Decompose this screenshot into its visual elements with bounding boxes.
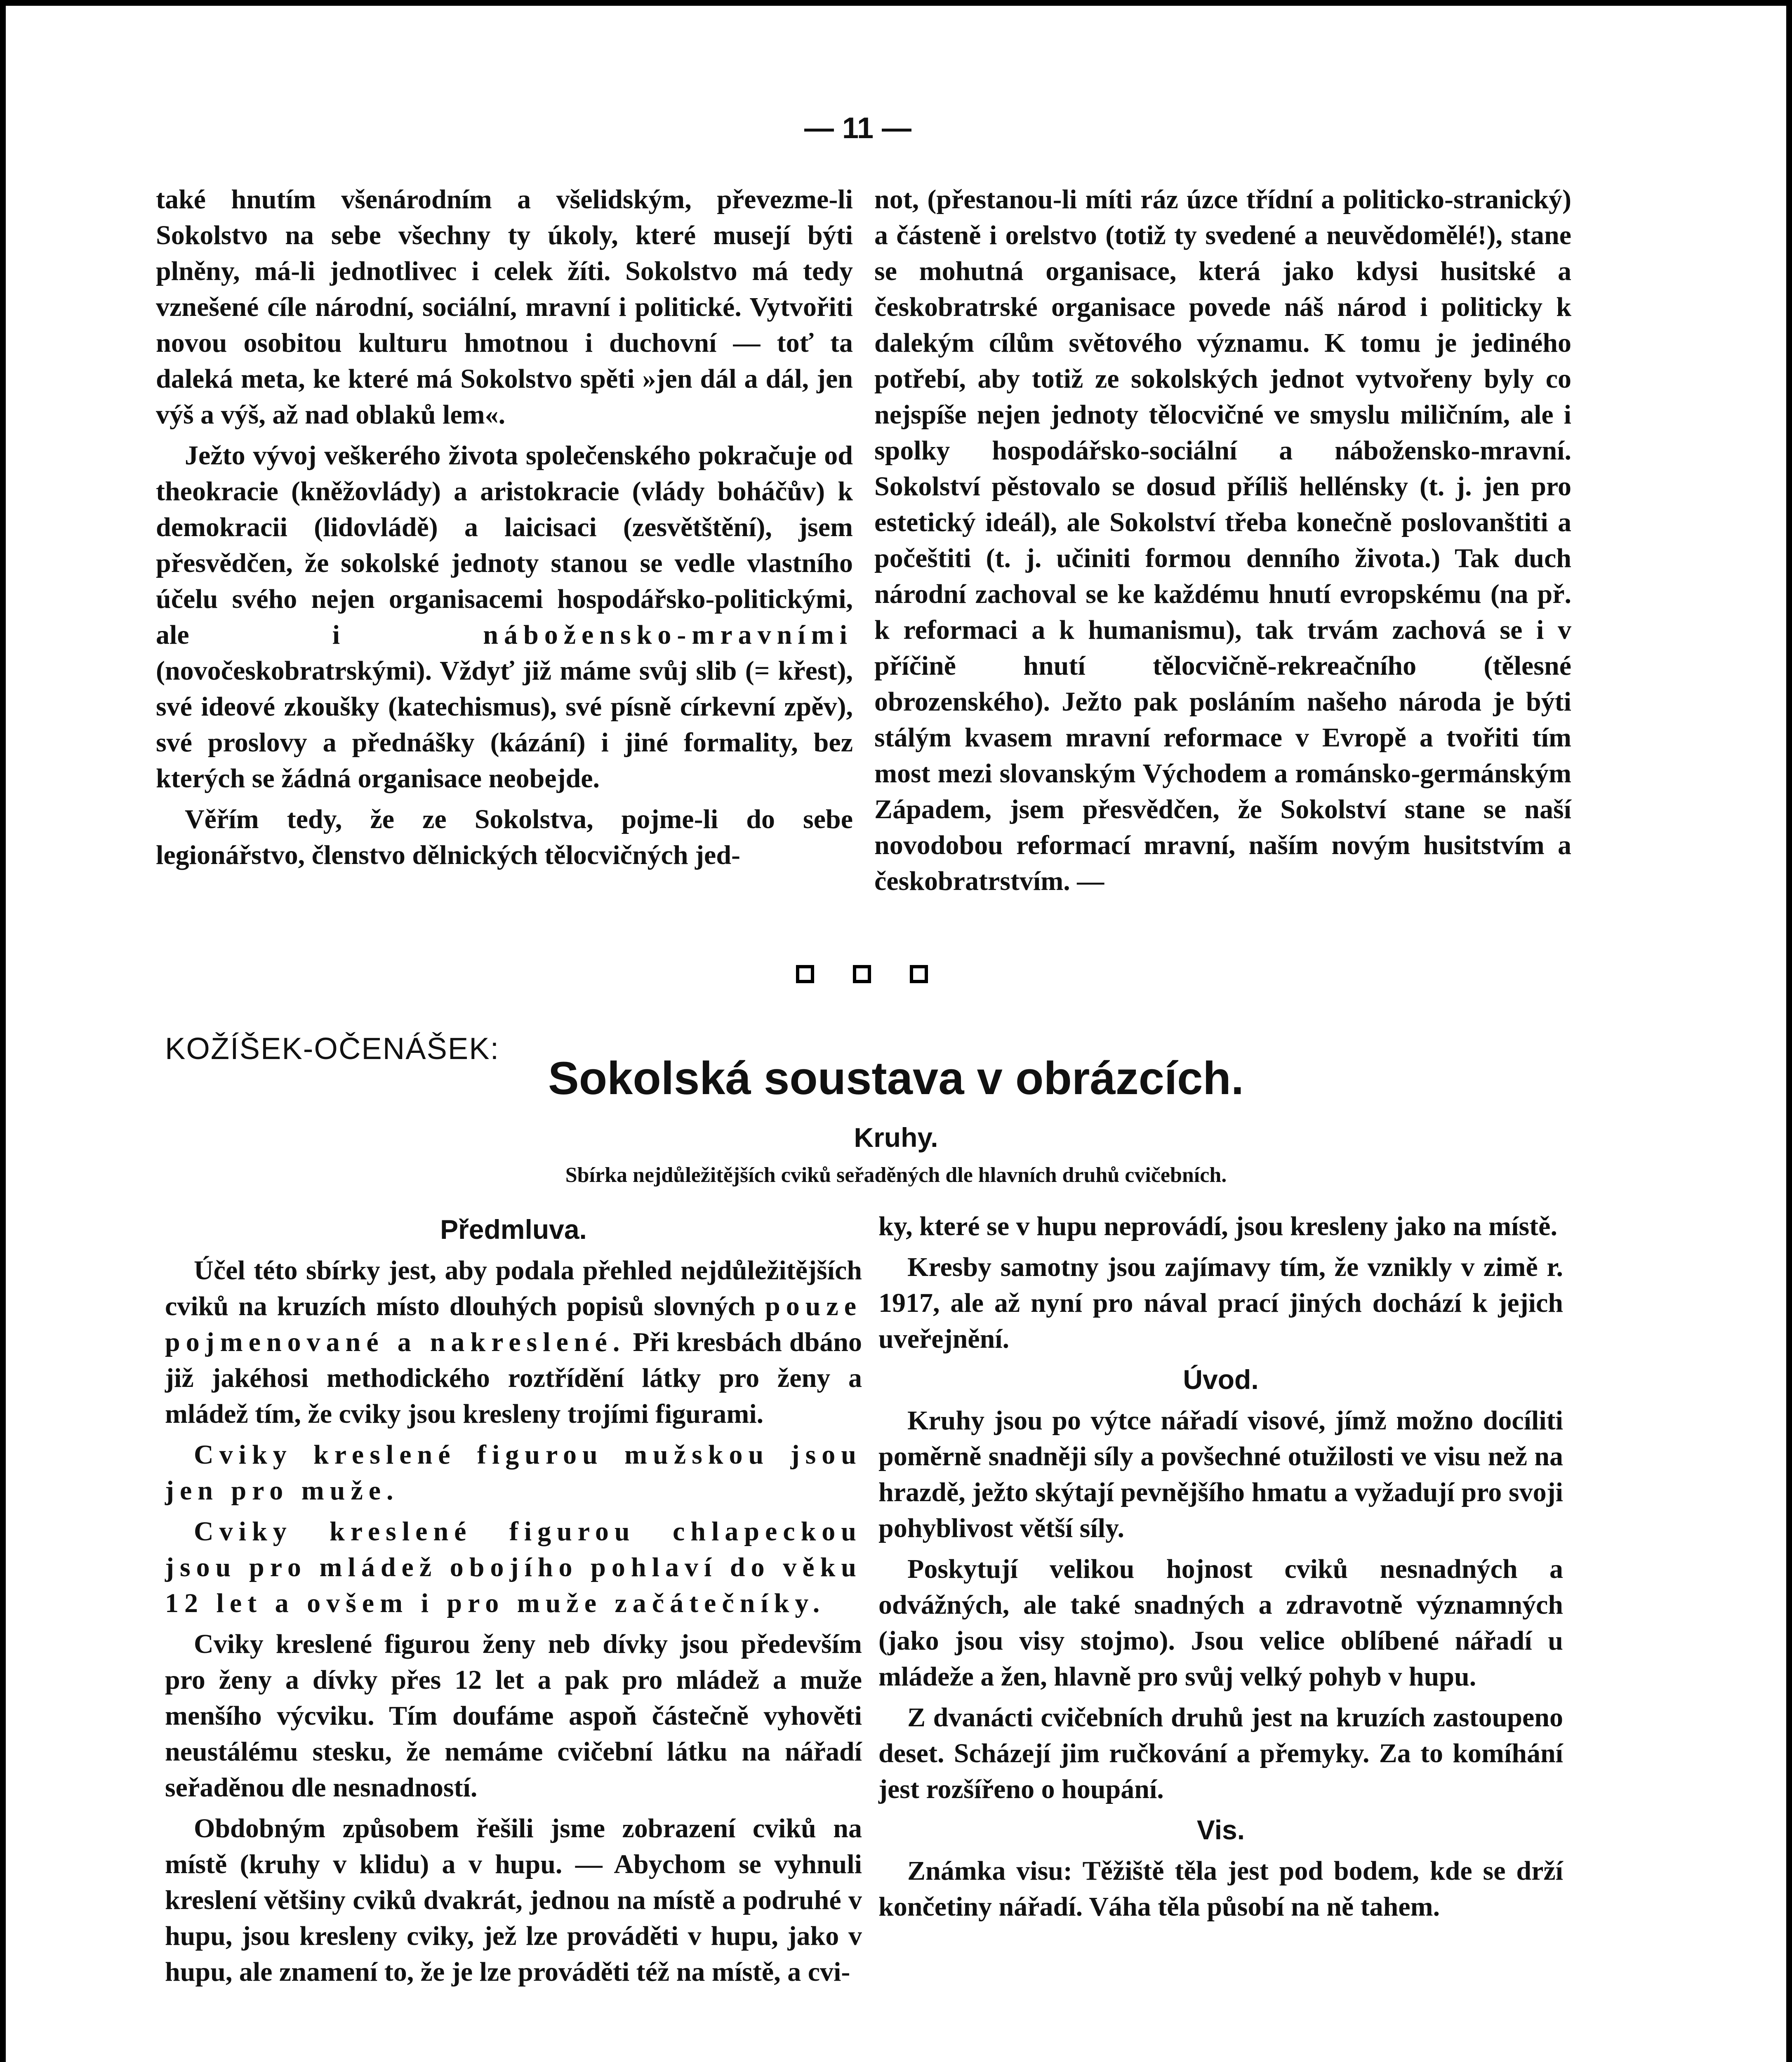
divider-square-icon bbox=[796, 965, 814, 983]
paragraph: Z dvanácti cvičebních druhů jest na kruzích zastoupeno deset. Scházejí jim ručkování a přemyky. Za to komíhání jest rozšířeno o houpání. bbox=[878, 1702, 1563, 1804]
paragraph: Cviky kreslené figurou mužskou jsou jen pro muže. bbox=[165, 1440, 862, 1506]
paragraph: Známka visu: Těžiště těla jest pod bodem, kde se drží končetiny nářadí. Váha těla působí na ně tahem. bbox=[878, 1856, 1563, 1922]
paragraph: Obdobným způsobem řešili jsme zobrazení cviků na místě (kruhy v klidu) a v hupu. — Abychom se vyhnuli kreslení většiny cviků dvakrát, jednou na místě a podruhé v hupu, jsou kresleny cviky, jež lze prováděti v hupu, jako v hupu, ale znamení to, že je lze prováděti též na místě, a cvi- bbox=[165, 1813, 862, 1987]
paragraph: Věřím tedy, že ze Sokolstva, pojme-li do sebe legionářstvo, členstvo dělnických tělocvičných jed- bbox=[156, 804, 853, 870]
bottom-right-column bbox=[878, 1208, 1563, 1930]
top-left-column bbox=[156, 181, 853, 878]
paragraph: Cviky kreslené figurou ženy neb dívky jsou především pro ženy a dívky přes 12 let a pak pro mládež a muže menšího výcviku. Tím doufáme aspoň částečně vyhověti neustálému stesku, že nemáme cvičební látku na nářadí seřaděnou dle nesnadností. bbox=[165, 1629, 862, 1803]
article-subtitle: Kruhy. bbox=[854, 1122, 938, 1153]
top-right-column bbox=[874, 181, 1571, 904]
bottom-left-column bbox=[165, 1208, 862, 1995]
paragraph-text: Ježto vývoj veškerého života společenského pokračuje od theokracie (kněžovlády) a aristokracie (vlády boháčův) k demokracii (lidovládě) a laicisaci (zesvětštění), jsem přesvědčen, že sokolské jednoty stanou se vedle vlastního účelu svého nejen organisacemi hospodářsko-politickými, ale i bbox=[156, 440, 853, 650]
page-number: — 11 — bbox=[804, 112, 912, 145]
section-heading-predmluva: Předmluva. bbox=[440, 1214, 587, 1245]
paragraph: také hnutím všenárodním a všelidským, převezme-li Sokolstvo na sebe všechny ty úkoly, které musejí býti plněny, má-li jednotlivec i celek žíti. Sokolstvo má tedy vznešené cíle národní, sociální, mravní i politické. Vytvořiti novou osobitou kulturu hmotnou i duchovní — toť ta daleká meta, ke které má Sokolstvo spěti »jen dál a dál, jen výš a výš, až nad oblaků lem«. bbox=[156, 184, 853, 430]
paragraph-text: (novočeskobratrskými). Vždyť již máme svůj slib (= křest), své ideové zkoušky (katechismus), své písně církevní zpěv), své proslovy a přednášky (kázání) i jiné formality, bez kterých se žádná organisace neobejde. bbox=[156, 656, 853, 793]
divider-square-icon bbox=[853, 965, 871, 983]
paragraph bbox=[156, 438, 853, 796]
paragraph bbox=[165, 1252, 862, 1432]
section-divider bbox=[796, 965, 928, 983]
paragraph: Poskytují velikou hojnost cviků nesnadných a odvážných, ale také snadných a zdravotně významných (jako jsou visy stojmo). Jsou velice oblíbené nářadí u mládeže a žen, hlavně pro svůj velký pohyb v hupu. bbox=[878, 1554, 1563, 1692]
article-caption: Sbírka nejdůležitějších cviků seřaděných dle hlavních druhů cvičebních. bbox=[565, 1163, 1227, 1187]
section-heading-vis: Vis. bbox=[1196, 1815, 1245, 1845]
section-heading-uvod: Úvod. bbox=[1183, 1364, 1259, 1395]
paragraph: ky, které se v hupu neprovádí, jsou kresleny jako na místě. bbox=[878, 1211, 1557, 1241]
paragraph: not, (přestanou-li míti ráz úzce třídní a politicko-stranický) a částeně i orelstvo (totiž ty svedené a neuvědomělé!), stane se mohutná organisace, která jako kdysi husitské a českobratrské organisace povede náš národ i politicky k dalekým cílům světového významu. K tomu je jediného potřebí, aby totiž ze sokolských jednot vytvořeny byly co nejspíše nejen jednoty tělocvičné ve smyslu miličním, ale i spolky hospodářsko-sociální a náboženskо-mravní. Sokolství pěstovalo se dosud příliš hellénsky (t. j. jen pro estetický ideál), ale Sokolství třeba konečně poslovanštiti a počeštiti (t. j. učiniti formou denního života.) Tak duch národní zachoval se ke každému hnutí evropskému (na př. k reformaci a k humanismu), tak trvám zachová se i v příčině hnutí tělocvičně-rekreačního (tělesné obrozenského). Ježto pak posláním našeho národa je býti stálým kvasem mravní reformace v Evropě a tvořiti tím most mezi slovanským Východem a románsko-germánským Západem, jsem přesvědčen, že Sokolství stane se naší novodobou reformací mravní, naším novým husitstvím a českobratrstvím. — bbox=[874, 184, 1571, 896]
emphasized-text: náboženskо-mravními bbox=[483, 620, 853, 650]
article-title: Sokolská soustava v obrázcích. bbox=[548, 1052, 1244, 1104]
emphasized-text: pouze pojmenované a nakreslené. bbox=[165, 1291, 862, 1357]
divider-square-icon bbox=[910, 965, 928, 983]
paragraph-text: Při kresbách dbáno již jakéhosi methodického roztřídění látky pro ženy a mládež tím, že cviky jsou kresleny trojími figurami. bbox=[165, 1327, 862, 1429]
paragraph: Cviky kreslené figurou chlapeckou jsou pro mládež obojího pohlaví do věku 12 let a ovšem i pro muže začátečníky. bbox=[165, 1516, 862, 1618]
paragraph: Kresby samotny jsou zajímavy tím, že vznikly v zimě r. 1917, ale až nyní pro nával prací jiných dochází k jejich uveřejnění. bbox=[878, 1252, 1563, 1354]
paragraph: Kruhy jsou po výtce nářadí visové, jímž možno docíliti poměrně snadněji síly a povšechné otužilosti ve visu než na hrazdě, ježto skýtají pevnějšího hmatu a vyžadují pro svoji pohyblivost větší síly. bbox=[878, 1405, 1563, 1543]
paragraph-text: Účel této sbírky jest, aby podala přehled nejdůležitějších cviků na kruzích místo dlouhých popisů slovných bbox=[165, 1255, 862, 1321]
article-author: KOŽÍŠEK-OČENÁŠEK: bbox=[165, 1031, 500, 1066]
